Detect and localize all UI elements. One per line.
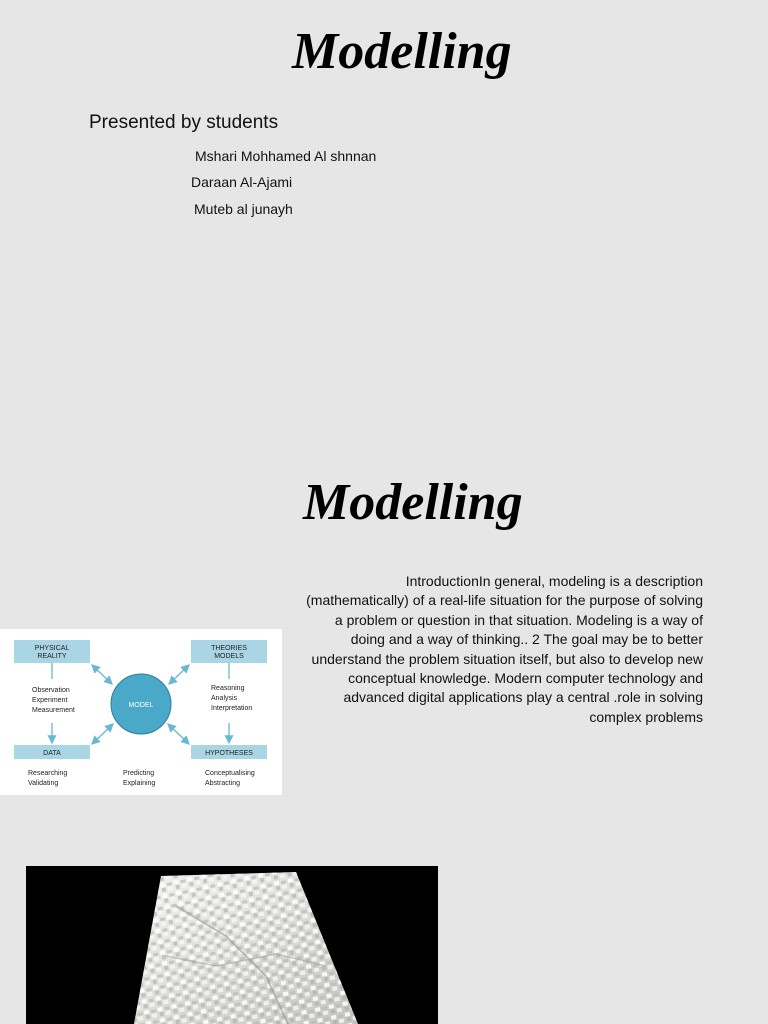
physical-label-2: REALITY bbox=[37, 653, 67, 660]
abstracting-text: Abstracting bbox=[205, 780, 241, 787]
student-name-1: Mshari Mohhamed Al shnnan bbox=[195, 148, 377, 164]
theories-label-2: MODELS bbox=[214, 653, 244, 660]
data-label: DATA bbox=[43, 750, 61, 757]
introduction-paragraph: IntroductionIn general, modeling is a description (mathematically) of a real-life situation for the purpose of solving a problem or question in that situation. Modeling is a way of doing and a way of thinking.. 2 The goal may be to better understand the problem situation itself, but also to develop new conceptual knowledge. Modern computer technology and advanced digital applications play a central .role in solving complex problems bbox=[306, 573, 703, 725]
modelling-diagram-svg bbox=[0, 629, 282, 795]
slide1-title: Modelling bbox=[292, 23, 512, 80]
presented-by-label: Presented by students bbox=[89, 112, 279, 133]
hypotheses-label: HYPOTHESES bbox=[205, 750, 253, 757]
city-model-image bbox=[26, 866, 438, 1024]
predicting-text: Predicting bbox=[123, 770, 155, 777]
slide2-title: Modelling bbox=[303, 474, 523, 531]
modelling-diagram bbox=[0, 629, 282, 795]
arrow-bottom-left bbox=[92, 724, 113, 744]
analysis-text: Analysis bbox=[211, 695, 238, 702]
student-name-3: Muteb al junayh bbox=[194, 201, 293, 217]
student-name-2: Daraan Al-Ajami bbox=[191, 174, 293, 190]
explaining-text: Explaining bbox=[123, 780, 156, 787]
arrow-bottom-right bbox=[168, 724, 189, 744]
reasoning-text: Reasoning bbox=[211, 685, 245, 692]
experiment-text: Experiment bbox=[32, 697, 68, 704]
interpretation-text: Interpretation bbox=[211, 705, 253, 712]
arrow-top-left bbox=[92, 665, 112, 684]
theories-label-1: THEORIES bbox=[211, 645, 247, 652]
model-label: MODEL bbox=[128, 702, 154, 709]
physical-label-1: PHYSICAL bbox=[34, 645, 70, 652]
conceptualising-text: Conceptualising bbox=[205, 770, 255, 777]
observation-text: Observation bbox=[32, 687, 70, 694]
researching-text: Researching bbox=[28, 770, 68, 777]
arrow-top-right bbox=[169, 665, 189, 684]
measurement-text: Measurement bbox=[32, 707, 75, 714]
validating-text: Validating bbox=[28, 780, 59, 787]
city-model-svg bbox=[26, 866, 438, 1024]
